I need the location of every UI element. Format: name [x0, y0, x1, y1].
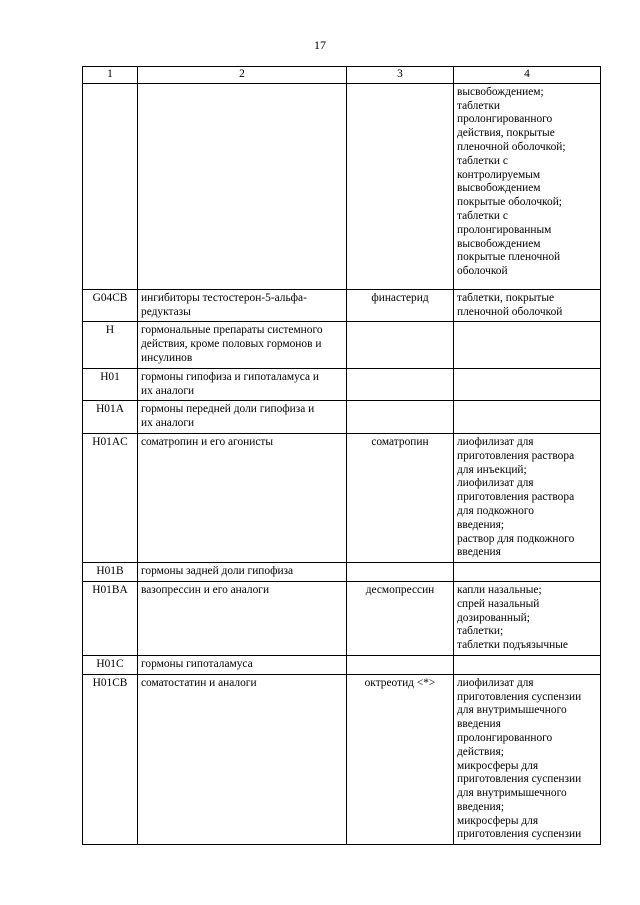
group-name-cell: соматостатин и аналоги — [138, 674, 347, 845]
group-name-cell: соматропин и его агонисты — [138, 433, 347, 562]
inn-cell — [347, 563, 454, 582]
atc-code-cell: H01BA — [83, 581, 138, 655]
dosage-forms-cell — [454, 655, 601, 674]
dosage-forms-cell — [454, 563, 601, 582]
inn-cell: финастерид — [347, 289, 454, 322]
table-row — [83, 289, 601, 322]
inn-cell — [347, 401, 454, 434]
table-row — [83, 83, 601, 289]
inn-cell: соматропин — [347, 433, 454, 562]
table-row — [83, 563, 601, 582]
inn-cell — [347, 322, 454, 368]
column-header-3: 3 — [347, 67, 454, 84]
atc-code-cell: H01C — [83, 655, 138, 674]
dosage-forms-cell — [454, 322, 601, 368]
table-row — [83, 674, 601, 845]
dosage-forms-cell — [454, 401, 601, 434]
group-name-cell: гормоны передней доли гипофиза и их аналоги — [138, 401, 347, 434]
atc-code-cell: H01AC — [83, 433, 138, 562]
inn-cell — [347, 368, 454, 401]
atc-code-cell: H01CB — [83, 674, 138, 845]
column-header-1: 1 — [83, 67, 138, 84]
atc-code-cell — [83, 83, 138, 289]
table-row — [83, 433, 601, 562]
table-row — [83, 322, 601, 368]
dosage-forms-cell: лиофилизат для приготовления раствора для инъекций; лиофилизат для приготовления раствора для подкожного введения; раствор для подкожного введения — [454, 433, 601, 562]
inn-cell: октреотид <*> — [347, 674, 454, 845]
dosage-forms-cell: высвобождением; таблетки пролонгированного действия, покрытые пленочной оболочкой; таблетки с контролируемым высвобождением покрытые оболочкой; таблетки с пролонгированным высвобождением покрытые пленочной оболочкой — [454, 83, 601, 289]
table-row — [83, 368, 601, 401]
atc-code-cell: H01 — [83, 368, 138, 401]
table-header-row — [83, 67, 601, 84]
atc-code-cell: H — [83, 322, 138, 368]
table-row — [83, 581, 601, 655]
drug-table — [82, 66, 601, 845]
dosage-forms-cell: лиофилизат для приготовления суспензии для внутримышечного введения пролонгированного действия; микросферы для приготовления суспензии для внутримышечного введения; микросферы для приготовления суспензии — [454, 674, 601, 845]
inn-cell — [347, 655, 454, 674]
column-header-2: 2 — [138, 67, 347, 84]
group-name-cell: вазопрессин и его аналоги — [138, 581, 347, 655]
column-header-4: 4 — [454, 67, 601, 84]
group-name-cell: гормональные препараты системного действия, кроме половых гормонов и инсулинов — [138, 322, 347, 368]
table-row — [83, 655, 601, 674]
group-name-cell: гормоны задней доли гипофиза — [138, 563, 347, 582]
page-number: 17 — [314, 38, 326, 52]
group-name-cell: гормоны гипофиза и гипоталамуса и их аналоги — [138, 368, 347, 401]
atc-code-cell: H01B — [83, 563, 138, 582]
inn-cell: десмопрессин — [347, 581, 454, 655]
atc-code-cell: H01A — [83, 401, 138, 434]
atc-code-cell: G04CB — [83, 289, 138, 322]
dosage-forms-cell — [454, 368, 601, 401]
inn-cell — [347, 83, 454, 289]
group-name-cell: гормоны гипоталамуса — [138, 655, 347, 674]
group-name-cell: ингибиторы тестостерон-5-альфа- редуктазы — [138, 289, 347, 322]
group-name-cell — [138, 83, 347, 289]
dosage-forms-cell: капли назальные; спрей назальный дозированный; таблетки; таблетки подъязычные — [454, 581, 601, 655]
table-row — [83, 401, 601, 434]
dosage-forms-cell: таблетки, покрытые пленочной оболочкой — [454, 289, 601, 322]
